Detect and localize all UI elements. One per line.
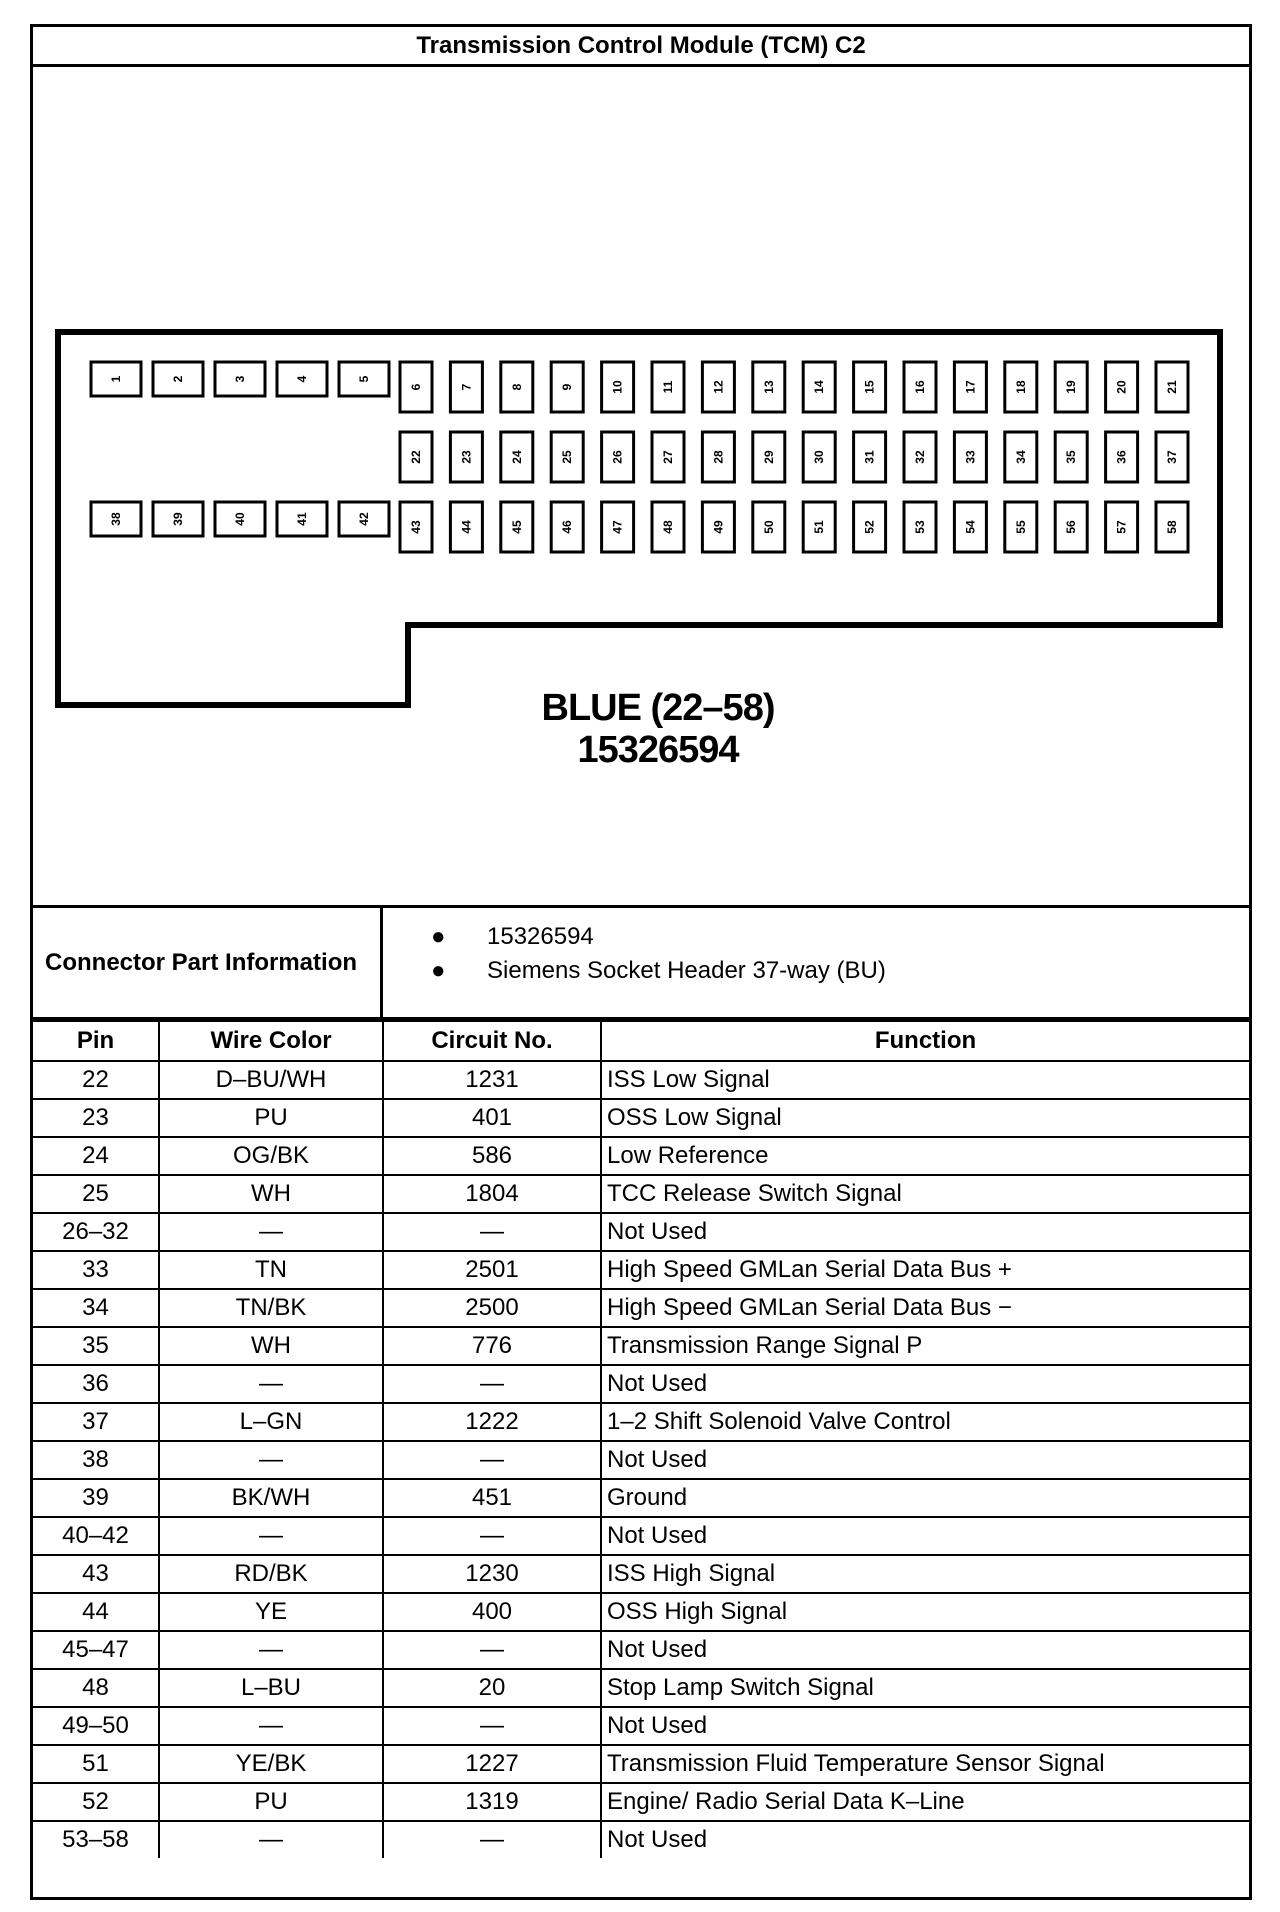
pin-number: 13	[761, 380, 776, 394]
pin-number: 22	[409, 450, 423, 464]
cell-function: Not Used	[601, 1517, 1249, 1555]
pin-number: 44	[459, 520, 474, 534]
pin-number: 23	[459, 450, 474, 464]
part-info-item: ● Siemens Socket Header 37-way (BU)	[383, 954, 886, 988]
pin-number: 43	[409, 520, 423, 534]
cell-circuit-no: —	[383, 1441, 601, 1479]
cell-pin: 35	[33, 1327, 159, 1365]
pin-number: 55	[1013, 520, 1028, 534]
pin-number: 40	[233, 512, 247, 526]
pin-number: 29	[761, 450, 776, 464]
cell-wire-color: —	[159, 1631, 383, 1669]
header-pin: Pin	[33, 1021, 159, 1061]
pin-number: 3	[233, 375, 247, 383]
connector-color-label: BLUE (22–58)	[541, 687, 775, 729]
cell-pin: 23	[33, 1099, 159, 1137]
table-row	[33, 1289, 1249, 1327]
cell-function: High Speed GMLan Serial Data Bus −	[601, 1289, 1249, 1327]
cell-pin: 43	[33, 1555, 159, 1593]
pin-number: 2	[171, 375, 185, 383]
cell-function: ISS Low Signal	[601, 1061, 1249, 1099]
page-title: Transmission Control Module (TCM) C2	[33, 27, 1249, 67]
pin-number: 30	[812, 450, 827, 464]
header-function: Function	[601, 1021, 1249, 1061]
cell-circuit-no: 1222	[383, 1403, 601, 1441]
cell-circuit-no: 1231	[383, 1061, 601, 1099]
cell-circuit-no: —	[383, 1631, 601, 1669]
cell-circuit-no: 1319	[383, 1783, 601, 1821]
pin-number: 45	[509, 520, 524, 534]
table-row	[33, 1365, 1249, 1403]
cell-wire-color: L–BU	[159, 1669, 383, 1707]
cell-wire-color: WH	[159, 1175, 383, 1213]
cell-pin: 33	[33, 1251, 159, 1289]
table-row	[33, 1175, 1249, 1213]
table-row	[33, 1099, 1249, 1137]
table-row	[33, 1251, 1249, 1289]
pin-number: 14	[812, 380, 827, 394]
header-circuit-no: Circuit No.	[383, 1021, 601, 1061]
cell-pin: 48	[33, 1669, 159, 1707]
cell-function: Stop Lamp Switch Signal	[601, 1669, 1249, 1707]
connector-part-number: 15326594	[577, 729, 739, 771]
pin-number: 50	[761, 520, 776, 534]
pin-number: 15	[862, 380, 877, 394]
cell-wire-color: YE	[159, 1593, 383, 1631]
pin-number: 12	[711, 380, 726, 394]
cell-function: Transmission Fluid Temperature Sensor Signal	[601, 1745, 1249, 1783]
cell-wire-color: —	[159, 1821, 383, 1858]
pin-number: 11	[661, 380, 675, 394]
cell-pin: 53–58	[33, 1821, 159, 1858]
pin-number: 9	[560, 383, 575, 391]
pin-number: 34	[1013, 450, 1028, 464]
cell-circuit-no: —	[383, 1213, 601, 1251]
pin-number: 10	[610, 380, 625, 394]
cell-circuit-no: 2500	[383, 1289, 601, 1327]
cell-circuit-no: —	[383, 1365, 601, 1403]
cell-wire-color: —	[159, 1707, 383, 1745]
cell-function: Not Used	[601, 1821, 1249, 1858]
cell-pin: 37	[33, 1403, 159, 1441]
pin-number: 38	[109, 512, 123, 526]
cell-wire-color: OG/BK	[159, 1137, 383, 1175]
pin-number: 48	[661, 520, 675, 534]
cell-function: OSS High Signal	[601, 1593, 1249, 1631]
part-info-list	[383, 920, 886, 988]
pin-number: 57	[1114, 520, 1129, 534]
table-row	[33, 1783, 1249, 1821]
connector-part-info	[33, 905, 1249, 1020]
table-row	[33, 1137, 1249, 1175]
table-row	[33, 1745, 1249, 1783]
table-row	[33, 1821, 1249, 1858]
cell-function: Engine/ Radio Serial Data K–Line	[601, 1783, 1249, 1821]
pin-number: 47	[610, 520, 625, 534]
cell-function: High Speed GMLan Serial Data Bus +	[601, 1251, 1249, 1289]
bullet-icon: ●	[431, 957, 446, 984]
cell-function: Not Used	[601, 1707, 1249, 1745]
cell-wire-color: WH	[159, 1327, 383, 1365]
cell-wire-color: D–BU/WH	[159, 1061, 383, 1099]
cell-function: Not Used	[601, 1365, 1249, 1403]
cell-circuit-no: 2501	[383, 1251, 601, 1289]
pin-number: 33	[963, 450, 978, 464]
pin-number: 46	[560, 520, 575, 534]
pin-number: 19	[1064, 380, 1079, 394]
cell-wire-color: —	[159, 1441, 383, 1479]
pin-number: 20	[1114, 380, 1129, 394]
cell-function: ISS High Signal	[601, 1555, 1249, 1593]
pin-number: 27	[661, 450, 675, 464]
cell-pin: 44	[33, 1593, 159, 1631]
cell-pin: 25	[33, 1175, 159, 1213]
pin-number: 31	[862, 450, 877, 464]
cell-circuit-no: —	[383, 1707, 601, 1745]
pin-number: 7	[459, 383, 474, 391]
cell-circuit-no: 20	[383, 1669, 601, 1707]
table-row	[33, 1061, 1249, 1099]
table-row	[33, 1403, 1249, 1441]
cell-circuit-no: 1804	[383, 1175, 601, 1213]
table-row	[33, 1327, 1249, 1365]
pin-number: 35	[1064, 450, 1079, 464]
pin-number: 4	[295, 375, 309, 383]
cell-wire-color: TN/BK	[159, 1289, 383, 1327]
cell-pin: 39	[33, 1479, 159, 1517]
cell-pin: 36	[33, 1365, 159, 1403]
cell-wire-color: PU	[159, 1783, 383, 1821]
cell-wire-color: TN	[159, 1251, 383, 1289]
cell-function: 1–2 Shift Solenoid Valve Control	[601, 1403, 1249, 1441]
pin-number: 51	[812, 520, 827, 534]
pin-number: 6	[409, 383, 423, 391]
cell-pin: 49–50	[33, 1707, 159, 1745]
part-info-label: Connector Part Information	[33, 908, 383, 1017]
cell-function: TCC Release Switch Signal	[601, 1175, 1249, 1213]
table-header-row	[33, 1021, 1249, 1061]
pin-number: 26	[610, 450, 625, 464]
connector-face	[33, 67, 1255, 905]
cell-pin: 52	[33, 1783, 159, 1821]
pin-number: 39	[171, 512, 185, 526]
cell-function: Transmission Range Signal P	[601, 1327, 1249, 1365]
cell-wire-color: RD/BK	[159, 1555, 383, 1593]
pin-number: 21	[1165, 380, 1179, 394]
cell-pin: 38	[33, 1441, 159, 1479]
cell-circuit-no: 1230	[383, 1555, 601, 1593]
cell-pin: 40–42	[33, 1517, 159, 1555]
cell-pin: 34	[33, 1289, 159, 1327]
part-info-item: ● 15326594	[383, 920, 886, 954]
cell-circuit-no: 586	[383, 1137, 601, 1175]
cell-wire-color: YE/BK	[159, 1745, 383, 1783]
cell-function: Ground	[601, 1479, 1249, 1517]
cell-wire-color: —	[159, 1517, 383, 1555]
cell-wire-color: —	[159, 1365, 383, 1403]
pin-number: 37	[1165, 450, 1179, 464]
pin-number: 25	[560, 450, 575, 464]
pin-number: 18	[1013, 380, 1028, 394]
cell-pin: 45–47	[33, 1631, 159, 1669]
cell-wire-color: BK/WH	[159, 1479, 383, 1517]
table-row	[33, 1631, 1249, 1669]
cell-circuit-no: —	[383, 1517, 601, 1555]
pin-number: 28	[711, 450, 726, 464]
pin-number: 8	[509, 383, 524, 391]
pin-number: 58	[1165, 520, 1179, 534]
cell-pin: 22	[33, 1061, 159, 1099]
pin-number: 42	[357, 512, 371, 526]
table-row	[33, 1213, 1249, 1251]
cell-circuit-no: 1227	[383, 1745, 601, 1783]
pin-number: 24	[509, 450, 524, 464]
pin-number: 36	[1114, 450, 1129, 464]
cell-pin: 26–32	[33, 1213, 159, 1251]
table-row	[33, 1593, 1249, 1631]
cell-function: Not Used	[601, 1213, 1249, 1251]
cell-function: OSS Low Signal	[601, 1099, 1249, 1137]
header-wire-color: Wire Color	[159, 1021, 383, 1061]
pinout-table	[33, 1020, 1249, 1858]
table-row	[33, 1441, 1249, 1479]
cell-wire-color: —	[159, 1213, 383, 1251]
cell-pin: 24	[33, 1137, 159, 1175]
cell-circuit-no: —	[383, 1821, 601, 1858]
bullet-icon: ●	[431, 923, 446, 950]
cell-function: Low Reference	[601, 1137, 1249, 1175]
pin-number: 5	[357, 375, 371, 383]
cell-circuit-no: 401	[383, 1099, 601, 1137]
pin-number: 52	[862, 520, 877, 534]
table-row	[33, 1479, 1249, 1517]
table-row	[33, 1555, 1249, 1593]
cell-wire-color: L–GN	[159, 1403, 383, 1441]
connector-diagram	[33, 67, 1249, 905]
cell-function: Not Used	[601, 1441, 1249, 1479]
pin-number: 56	[1064, 520, 1079, 534]
table-row	[33, 1517, 1249, 1555]
pin-number: 17	[963, 380, 978, 394]
pin-number: 41	[295, 512, 309, 526]
pin-number: 16	[913, 380, 927, 394]
cell-pin: 51	[33, 1745, 159, 1783]
pin-number: 53	[913, 520, 927, 534]
cell-wire-color: PU	[159, 1099, 383, 1137]
table-row	[33, 1669, 1249, 1707]
cell-circuit-no: 776	[383, 1327, 601, 1365]
pin-number: 32	[913, 450, 927, 464]
pin-number: 49	[711, 520, 726, 534]
connector-sheet	[30, 24, 1252, 1900]
pin-number: 1	[109, 375, 123, 383]
cell-circuit-no: 400	[383, 1593, 601, 1631]
pin-number: 54	[963, 520, 978, 534]
cell-function: Not Used	[601, 1631, 1249, 1669]
table-row	[33, 1707, 1249, 1745]
cell-circuit-no: 451	[383, 1479, 601, 1517]
